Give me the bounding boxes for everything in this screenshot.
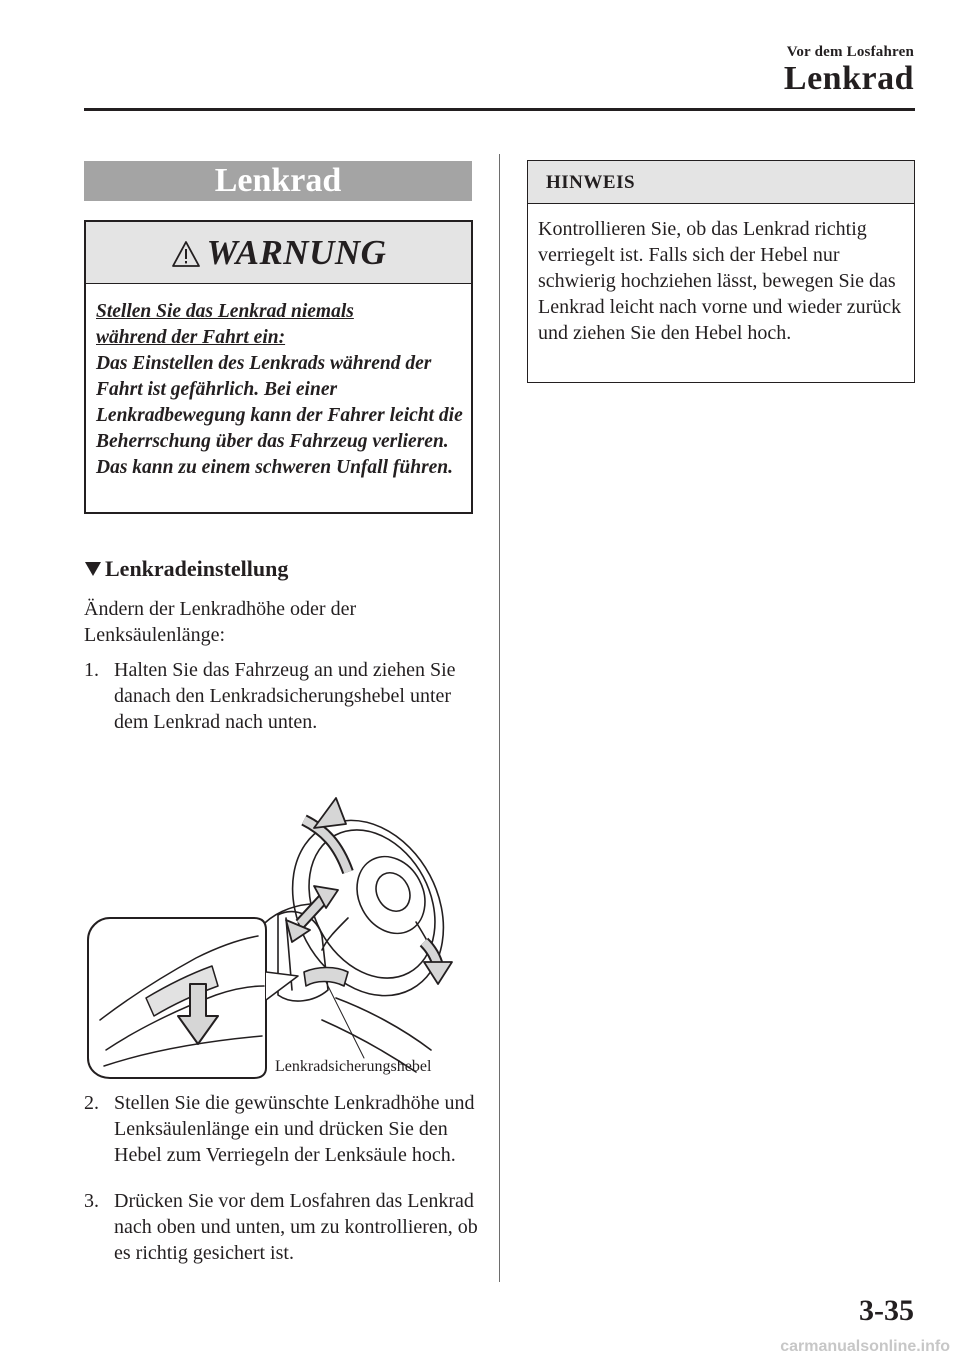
note-box — [527, 160, 915, 383]
note-title: HINWEIS — [528, 161, 914, 204]
step-text: Stellen Sie die gewünschte Lenkradhöhe und Lenksäulenlänge ein und drücken Sie den Hebel zum Verriegeln der Lenksäule hoch. — [114, 1092, 475, 1166]
step-2 — [84, 1090, 484, 1168]
warning-text — [96, 299, 465, 481]
page-number: 3-35 — [859, 1294, 914, 1327]
step-3 — [84, 1188, 484, 1266]
step-text: Drücken Sie vor dem Losfahren das Lenkrad nach oben und unten, um zu kontrollieren, ob es richtig gesichert ist. — [114, 1190, 478, 1264]
step-number: 1. — [84, 659, 99, 681]
subsection-title: Lenkradeinstellung — [105, 556, 289, 581]
step-number: 2. — [84, 1092, 99, 1114]
intro-text: Ändern der Lenkradhöhe oder der Lenksäulenlänge: — [84, 598, 357, 646]
page-title: Lenkrad — [783, 60, 914, 97]
triangle-down-icon — [84, 561, 102, 577]
watermark[interactable]: carmanualsonline.info — [780, 1338, 950, 1355]
step-text: Halten Sie das Fahrzeug an und ziehen Sie danach den Lenkradsicherungshebel unter dem Lenkrad nach unten. — [114, 659, 456, 733]
section-title: Lenkrad — [84, 161, 472, 201]
header-rule — [84, 108, 915, 111]
step-number: 3. — [84, 1190, 99, 1212]
subsection-heading — [84, 556, 288, 582]
note-text: Kontrollieren Sie, ob das Lenkrad richtig verriegelt ist. Falls sich der Hebel nur schwierig hochziehen lässt, bewegen Sie das Lenkrad leicht nach vorne und wieder zurück und ziehen Sie den Hebel hoch. — [538, 218, 902, 344]
warning-triangle-icon — [171, 240, 201, 268]
warning-header — [86, 222, 471, 284]
warning-box — [84, 220, 473, 514]
lever-label: Lenkradsicherungshebel — [275, 1058, 432, 1075]
warning-body: Das Einstellen des Lenkrads während der Fahrt ist gefährlich. Bei einer Lenkradbewegung kann der Fahrer leicht die Beherrschung über das Fahrzeug verlieren. Das kann zu einem schweren Unfall führen. — [96, 353, 463, 478]
warning-lead-line-1: Stellen Sie das Lenkrad niemals — [96, 301, 354, 322]
step-1 — [84, 657, 484, 735]
chapter-title: Vor dem Losfahren — [786, 44, 914, 60]
warning-lead-line-2: während der Fahrt ein: — [96, 327, 286, 348]
column-divider — [499, 154, 500, 1282]
warning-title: WARNUNG — [206, 232, 387, 272]
steering-wheel-illustration — [86, 790, 472, 1080]
